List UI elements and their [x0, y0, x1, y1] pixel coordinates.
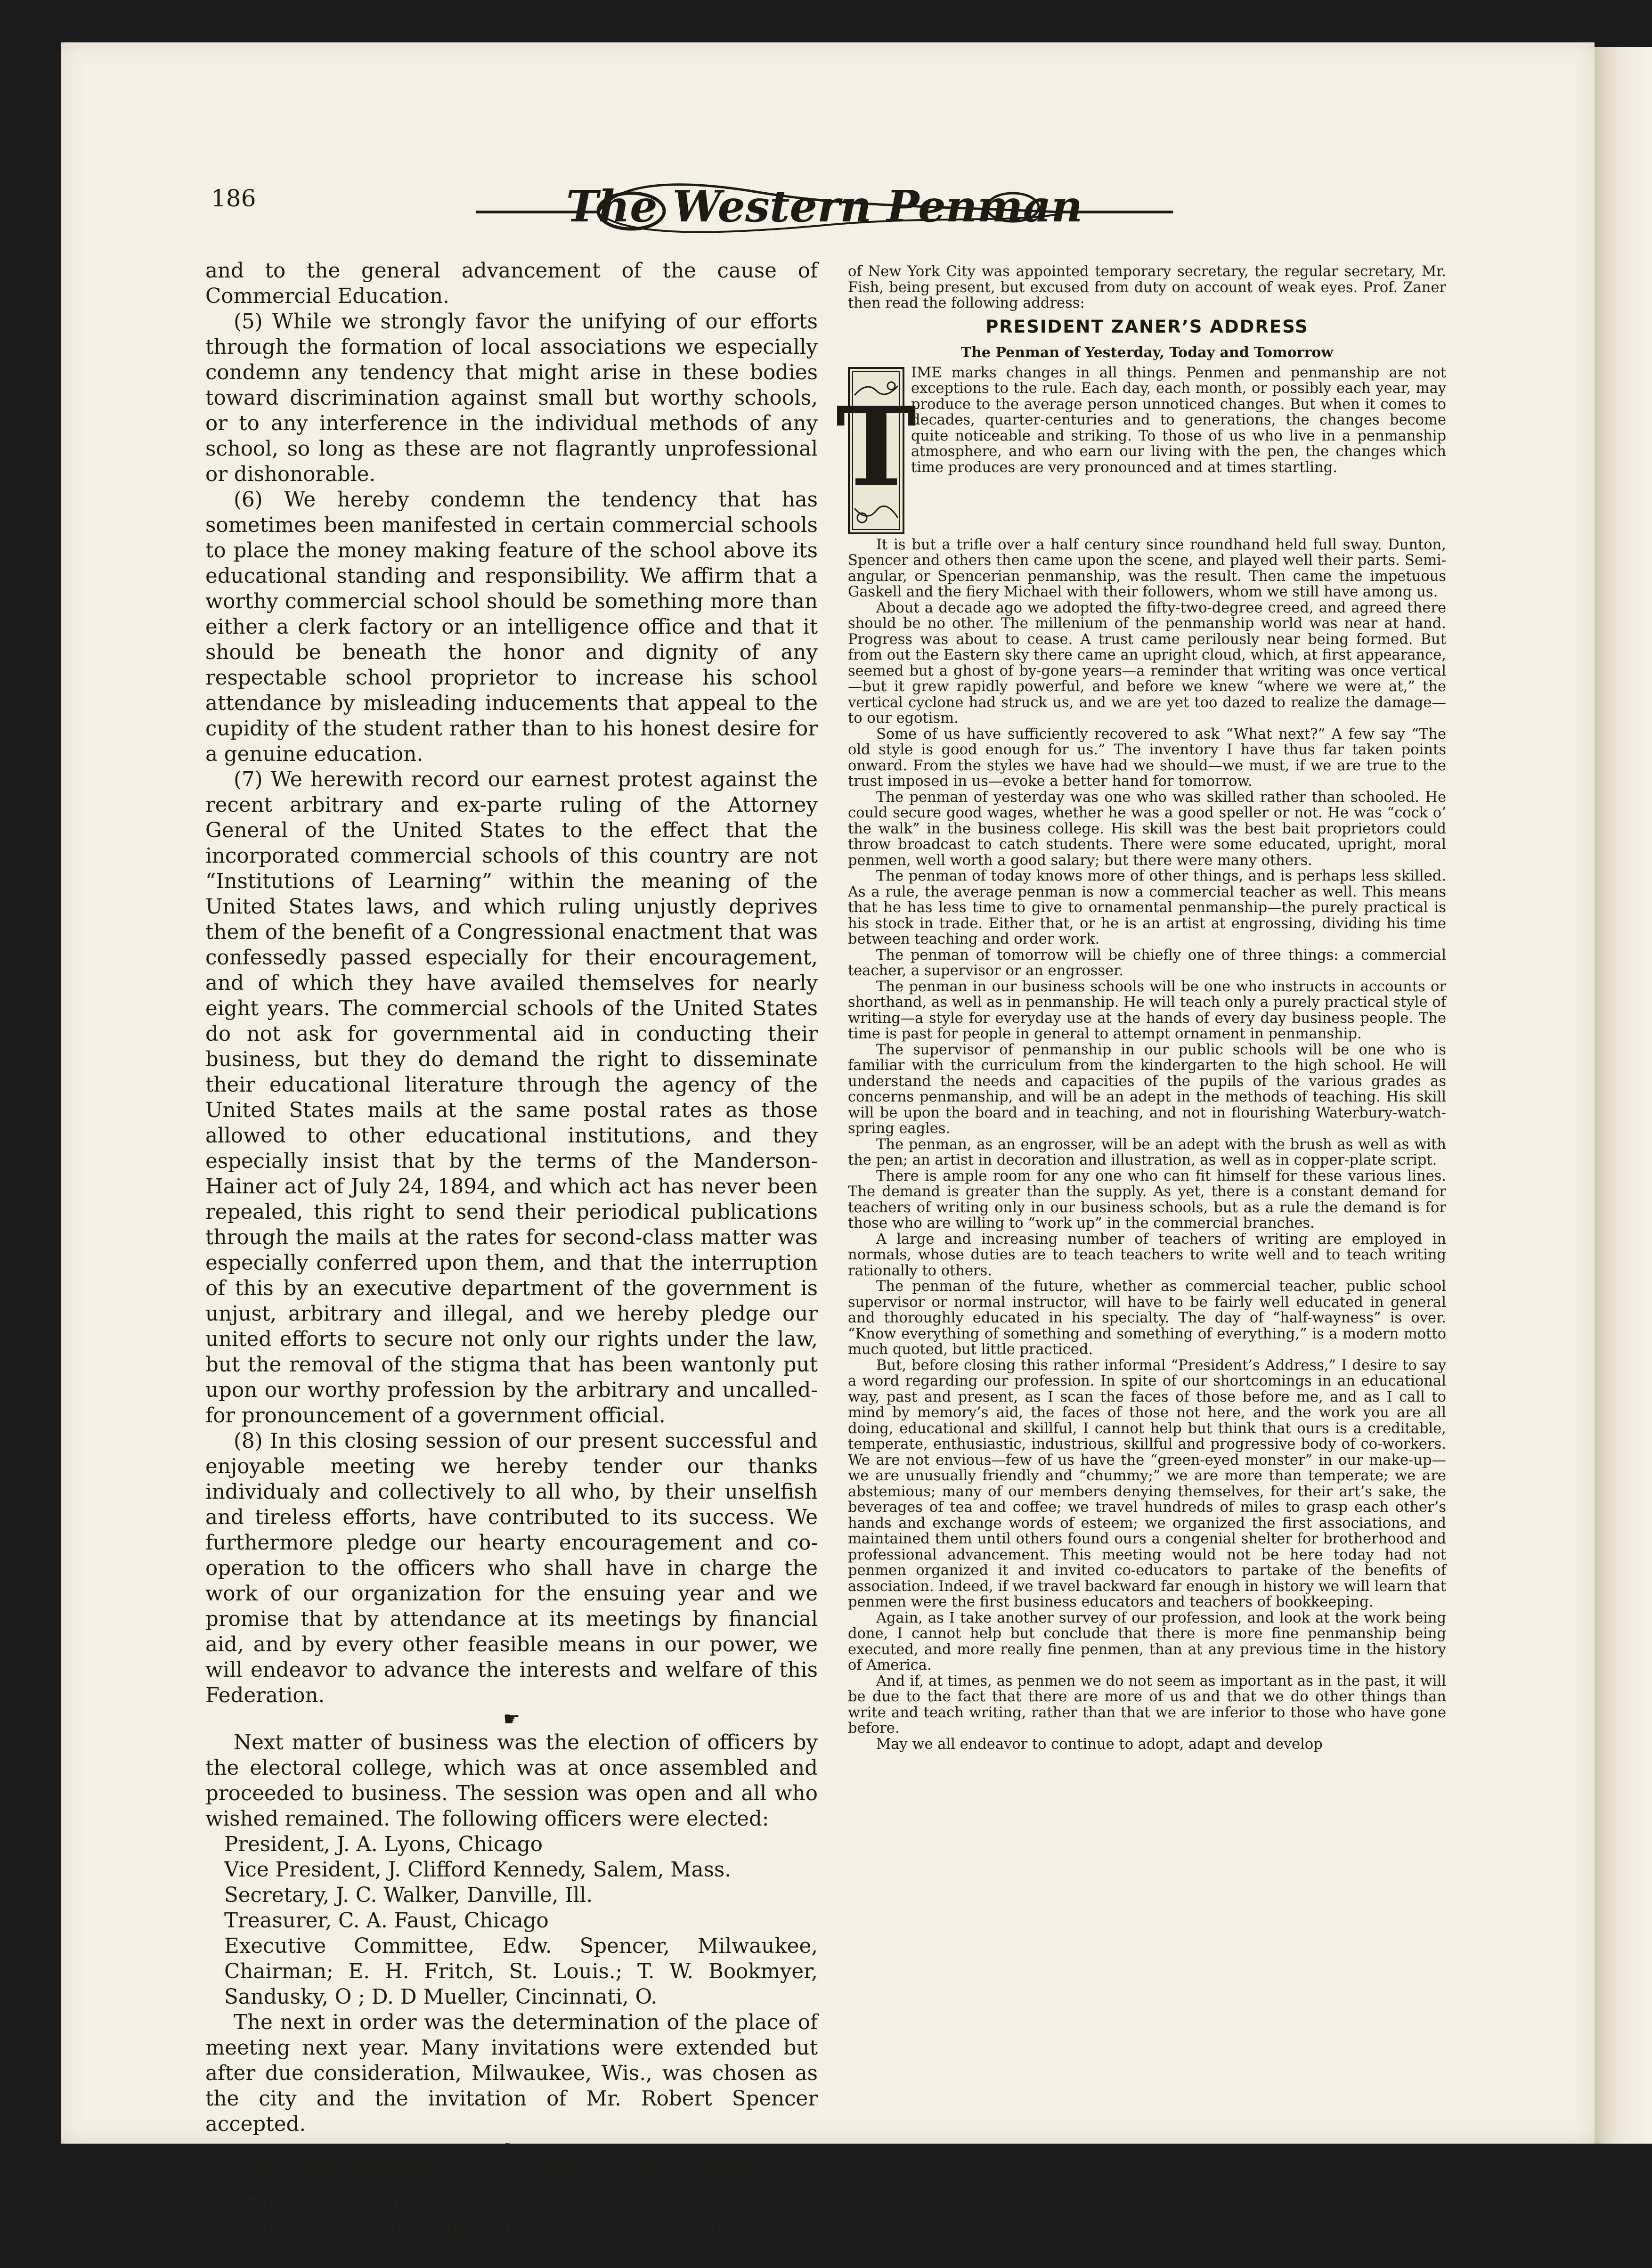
paragraph: The penman in our business schools will be one who instructs in accounts or shorthand, as well as in penmanship. He will teach only a purely practical style of writing—a style for everyday use at the hands of every day business people. The time is past for people in general to attempt ornament in penmanship.	[848, 978, 1446, 1042]
masthead-logo	[476, 178, 1173, 239]
paragraph: There is ample room for any one who can fit himself for these various lines. The demand is greater than the supply. As yet, there is a constant demand for teachers of writing only in our business schools, but as a rule the demand is for those who are willing to “work up” in the commercial branches.	[848, 1167, 1446, 1232]
paragraph: The penman, as an engrosser, will be an adept with the brush as well as with the pen; an artist in decoration and illustration, as well as in copper-plate script.	[848, 1136, 1446, 1168]
paragraph: Prof. C. P. Zaner was in the chair Friday morning, December 27th, and called the convention to order. Mr. H. G. Healey	[205, 2193, 818, 2267]
intro-paragraph: of New York City was appointed temporary secretary, the regular secretary, Mr. Fish, being present, but excused from duty on account of weak eyes. Prof. Zaner then read the following address:	[848, 263, 1446, 311]
paragraph: The penman of the future, whether as commercial teacher, public school supervisor or normal instructor, will have to be fairly well educated in general and thoroughly educated in his specialty. The day of “half-wayness” is over. “Know everything of something and something of everything,” is a modern motto much quoted, but little practiced.	[848, 1278, 1446, 1358]
paragraph: (6) We hereby condemn the tendency that has sometimes been manifested in certain commercial schools to place the money making feature of the school above its educational standing and responsibility. We affirm that a worthy commercial school should be something more than either a clerk factory or an intelligence office and that it should be beneath the honor and dignity of any respectable school proprietor to increase his school attendance by misleading inducements that appeal to the cupidity of the student rather than to his honest desire for a genuine education.	[205, 488, 818, 766]
paragraph: The next in order was the determination of the place of meeting next year. Many invitations were extended but after due consideration, Milwaukee, Wis., was chosen as the city and the invitation of Mr. Robert Spencer accepted.	[205, 2011, 818, 2136]
left-column	[205, 258, 818, 2268]
address-subheading: The Penman of Yesterday, Today and Tomorrow	[960, 344, 1334, 361]
paragraph: Again, as I take another survey of our profession, and look at the work being done, I cannot help but conclude that there is more fine penmanship being executed, and more really fine penmen, than at any previous time in the history of America.	[848, 1609, 1446, 1673]
section-heading: THE PENMANSHIP TEACHERS’ ASSOCIATION	[248, 2162, 775, 2186]
paragraph: And if, at times, as penmen we do not seem as important as in the past, it will be due to the fact that there are more of us and that we do other things than write and teach writing, rather than that we are inferior to those who have gone before.	[848, 1672, 1446, 1737]
page-number: 186	[211, 185, 256, 212]
paragraph: (7) We herewith record our earnest protest against the recent arbitrary and ex-parte ruling of the Attorney General of the United States to the effect that the incorporated commercial schools of this country are not “Institutions of Learning” within the meaning of the United States laws, and which ruling unjustly deprives them of the benefit of a Congressional enactment that was confessedly passed especially for their encouragement, and of which they have availed themselves for nearly eight years. The commercial schools of the United States do not ask for governmental aid in conducting their business, but they do demand the right to disseminate their educational literature through the agency of the United States mails at the same postal rates as those allowed to other educational institutions, and they especially insist that by the terms of the Manderson-Hainer act of July 24, 1894, and which act has never been repealed, this right to send their periodical publications through the mails at the rates for second-class matter was especially conferred upon them, and that the interruption of this by an executive department of the government is unjust, arbitrary and illegal, and we hereby pledge our united efforts to secure not only our rights under the law, but the removal of the stigma that has been wantonly put upon our worthy profession by the arbitrary and uncalled-for pronouncement of a government official.	[205, 768, 818, 1428]
drop-cap-ornament	[836, 367, 917, 534]
officer-line: President, J. A. Lyons, Chicago	[224, 1833, 543, 1856]
masthead-text: The Western Penman	[566, 181, 1083, 232]
paragraph: (5) While we strongly favor the unifying of our efforts through the formation of local associations we especially condemn any tendency that might arise in these bodies toward discrimination against small but worthy schools, or to any interference in the individual methods of any school, so long as these are not flagrantly unprofessional or dishonorable.	[205, 310, 818, 486]
pointing-hand-ornament: ☛	[503, 1708, 520, 1730]
paragraph: May we all endeavor to continue to adopt, adapt and develop	[876, 1736, 1323, 1753]
paragraph: (8) In this closing session of our present successful and enjoyable meeting we hereby tender our thanks individualy and collectively to all who, by their unselfish and tireless efforts, have contributed to its success. We furthermore pledge our hearty encouragement and co-operation to the officers who shall have in charge the work of our organization for the ensuing year and we promise that by attendance at its meetings by financial aid, and by every other feasible means in our power, we will endeavor to advance the interests and welfare of this Federation.	[205, 1429, 818, 1707]
officer-line: Secretary, J. C. Walker, Danville, Ill.	[224, 1884, 593, 1907]
paragraph: and to the general advancement of the cause of Commercial Education.	[205, 259, 818, 308]
paragraph: The supervisor of penmanship in our public schools will be one who is familiar with the curriculum from the kindergarten to the high school. He will understand the needs and capacities of the pupils of the various grades as concerns penmanship, and will be an adept in the methods of teaching. His skill will be upon the board and in teaching, and not in flourishing Waterbury-watch-spring eagles.	[848, 1041, 1446, 1137]
first-paragraph: IME marks changes in all things. Penmen and penmanship are not exceptions to the rule. Each day, each month, or possibly each year, may produce to the average person unnoticed changes. But when it comes to decades, quarter-centuries and to generations, the changes become quite noticeable and striking. To those of us who live in a penmanship atmosphere, and who earn our living with the pen, the changes which time produces are very pronounced and at times startling.	[911, 364, 1446, 476]
officer-line: Treasurer, C. A. Faust, Chicago	[224, 1909, 549, 1933]
paragraph: A large and increasing number of teachers of writing are employed in normals, whose duties are to teach teachers to write well and to teach writing rationally to others.	[848, 1231, 1446, 1279]
paragraph: Some of us have sufficiently recovered to ask “What next?” A few say “The old style is good enough for us.” The inventory I have thus far taken points onward. From the styles we have had we should—we must, if we are true to the trust imposed in us—evoke a better hand for tomorrow.	[848, 726, 1446, 790]
election-paragraph: Next matter of business was the election of officers by the electoral college, which was at once assembled and proceeded to business. The session was open and all who wished remained. The following officers were elected:	[205, 1731, 818, 1831]
pointing-hand-ornament: ☛	[503, 2137, 520, 2159]
adjacent-page-edge	[1595, 47, 1652, 2144]
officer-line: Vice President, J. Clifford Kennedy, Salem, Mass.	[224, 1858, 732, 1882]
paragraph: The penman of yesterday was one who was skilled rather than schooled. He could secure good wages, whether he was a good speller or not. He was “cock o’ the walk” in the business college. His skill was the best bait proprietors could throw broadcast to catch students. There were some educated, upright, moral penmen, well worth a good salary; but there were many others.	[848, 789, 1446, 869]
officer-line: Executive Committee, Edw. Spencer, Milwaukee, Chairman; E. H. Fritch, St. Louis.; T. W. Bookmyer, Sandusky, O ; D. D Mueller, Cincinnati, O.	[224, 1934, 818, 2009]
paragraph: But, before closing this rather informal “President’s Address,” I desire to say a word regarding our profession. In spite of our shortcomings in an educational way, past and present, as I scan the faces of those before me, and as I call to mind by memory’s aid, the faces of those not here, and the work you are all doing, educational and skillful, I cannot help but think that ours is a creditable, temperate, enthusiastic, industrious, skillful and progressive body of co-workers. We are not envious—few of us have the “green-eyed monster” in our make-up—we are unusually friendly and “chummy;” we are more than temperate; we are abstemious; many of our members denying themselves, for their art’s sake, the beverages of tea and coffee; we travel hundreds of miles to grasp each other’s hands and exchange words of esteem; we organized the first associations, and maintained them until others found ours a congenial shelter for brotherhood and professional advancement. This meeting would not be here today had not penmen organized it and invited co-educators to partake of the benefits of association. Indeed, if we travel backward far enough in history we will learn that penmen were the first business educators and teachers of bookkeeping.	[848, 1357, 1446, 1610]
right-column	[836, 263, 1446, 1753]
drop-cap-letter: T	[836, 383, 917, 511]
address-heading: PRESIDENT ZANER’S ADDRESS	[985, 316, 1309, 337]
paragraph: It is but a trifle over a half century since roundhand held full sway. Dunton, Spencer and others then came upon the scene, and played well their parts. Semi-angular, or Spencerian penmanship, was the result. Then came the impetuous Gaskell and the fiery Michael with their followers, whom we still have among us.	[848, 536, 1446, 600]
paragraph: About a decade ago we adopted the fifty-two-degree creed, and agreed there should be no other. The millenium of the penmanship world was near at hand. Progress was about to cease. A trust came perilously near being formed. But from out the Eastern sky there came an upright cloud, which, at first appearance, seemed but a ghost of by-gone years—a reminder that writing was once vertical—but it grew rapidly powerful, and before we knew “where we were at,” the vertical cyclone had struck us, and we are yet too dazed to realize the damage—to our egotism.	[848, 599, 1446, 726]
paragraph: The penman of tomorrow will be chiefly one of three things: a commercial teacher, a supervisor or an engrosser.	[848, 946, 1446, 979]
paragraph: The penman of today knows more of other things, and is perhaps less skilled. As a rule, the average penman is now a commercial teacher as well. This means that he has less time to give to ornamental penmanship—the purely practical is his stock in trade. Either that, or he is an artist at engrossing, dividing his time between teaching and order work.	[848, 868, 1446, 947]
